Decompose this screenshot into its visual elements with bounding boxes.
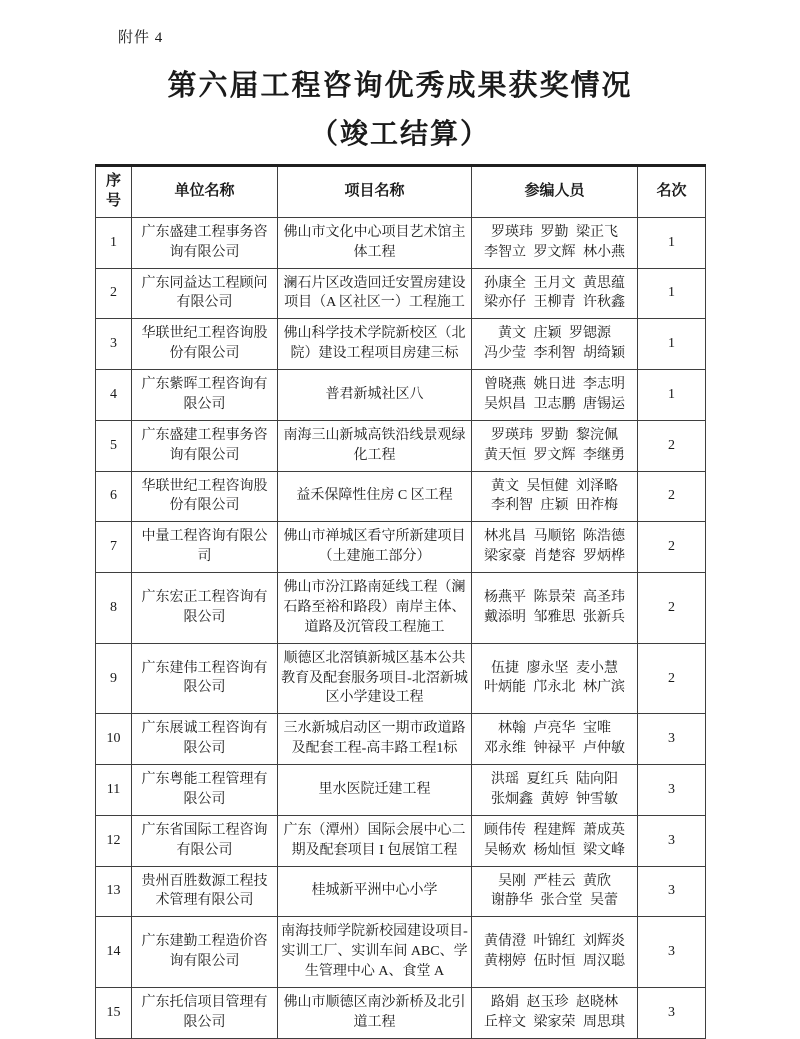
row-number: 8 [96,573,132,644]
participants [472,217,638,268]
row-number: 12 [96,815,132,866]
rank-value: 3 [638,917,706,988]
row-number: 7 [96,522,132,573]
unit-name: 广东托信项目管理有限公司 [132,987,278,1038]
row-number: 15 [96,987,132,1038]
participants-line: 梁亦仔 王柳青 许秋鑫 [484,295,625,311]
unit-name: 广东盛建工程事务咨询有限公司 [132,217,278,268]
rank-value: 1 [638,319,706,370]
row-number: 10 [96,714,132,765]
participants [472,471,638,522]
participants-line: 罗瑛玮 罗勤 黎浣佩 [491,427,618,443]
unit-name: 广东建伟工程咨询有限公司 [132,643,278,714]
project-name: 佛山市禅城区看守所新建项目（土建施工部分） [278,522,472,573]
table-row [96,522,706,573]
project-name: 佛山市汾江路南延线工程（澜石路至裕和路段）南岸主体、道路及沉管段工程施工 [278,573,472,644]
table-row [96,268,706,319]
participants-line: 路娟 赵玉珍 赵晓林 [491,994,618,1010]
rank-value: 3 [638,714,706,765]
project-name: 佛山市文化中心项目艺术馆主体工程 [278,217,472,268]
col-header-no: 序号 [96,166,132,218]
row-number: 6 [96,471,132,522]
participants [472,643,638,714]
row-number: 4 [96,370,132,421]
project-name: 三水新城启动区一期市政道路及配套工程-高丰路工程1标 [278,714,472,765]
row-number: 2 [96,268,132,319]
participants-line: 叶炳能 邝永北 林广滨 [484,680,625,696]
participants-line: 伍捷 廖永坚 麦小慧 [491,660,618,676]
row-number: 1 [96,217,132,268]
project-name: 广东（潭州）国际会展中心二期及配套项目 I 包展馆工程 [278,815,472,866]
participants-line: 吴刚 严桂云 黄欣 [498,873,611,889]
table-row [96,573,706,644]
participants [472,573,638,644]
participants-line: 黄文 吴恒健 刘泽略 [491,478,618,494]
rank-value: 3 [638,866,706,917]
participants [472,319,638,370]
participants [472,370,638,421]
table-row [96,917,706,988]
participants-line: 孙康全 王月文 黄思蕴 [484,275,625,291]
project-name: 佛山科学技术学院新校区（北院）建设工程项目房建三标 [278,319,472,370]
page-title: 第六届工程咨询优秀成果获奖情况 [167,70,633,102]
row-number: 14 [96,917,132,988]
unit-name: 广东宏正工程咨询有限公司 [132,573,278,644]
col-header-rank: 名次 [638,166,706,218]
unit-name: 广东省国际工程咨询有限公司 [132,815,278,866]
table-header-row [96,166,706,218]
participants-line: 洪瑶 夏红兵 陆向阳 [491,772,618,788]
participants-line: 黄文 庄颖 罗锶源 [498,326,611,342]
participants [472,268,638,319]
row-number: 13 [96,866,132,917]
project-name: 顺德区北滘镇新城区基本公共教育及配套服务项目-北滘新城区小学建设工程 [278,643,472,714]
rank-value: 3 [638,815,706,866]
participants-line: 吴炽昌 卫志鹏 唐锡运 [484,396,625,412]
participants-line: 林兆昌 马顺铭 陈浩德 [484,529,625,545]
table-row [96,319,706,370]
rank-value: 2 [638,420,706,471]
project-name: 南海三山新城高铁沿线景观绿化工程 [278,420,472,471]
project-name: 桂城新平洲中心小学 [278,866,472,917]
participants-line: 梁家豪 肖楚容 罗炳桦 [484,549,625,565]
unit-name: 广东同益达工程顾问有限公司 [132,268,278,319]
project-name: 里水医院迁建工程 [278,765,472,816]
participants-line: 丘梓文 梁家荣 周思琪 [484,1014,625,1030]
rank-value: 2 [638,643,706,714]
participants-line: 杨燕平 陈景荣 高圣玮 [484,589,625,605]
unit-name: 广东展诚工程咨询有限公司 [132,714,278,765]
row-number: 3 [96,319,132,370]
row-number: 11 [96,765,132,816]
participants-line: 罗瑛玮 罗勤 梁正飞 [491,224,618,240]
project-name: 澜石片区改造回迁安置房建设项目（A 区社区一）工程施工 [278,268,472,319]
project-name: 佛山市顺德区南沙新桥及北引道工程 [278,987,472,1038]
participants-line: 黄天恒 罗文辉 李继勇 [484,447,625,463]
participants [472,866,638,917]
col-header-participants: 参编人员 [472,166,638,218]
participants-line: 戴添明 邹雅思 张新兵 [484,609,625,625]
col-header-project: 项目名称 [278,166,472,218]
awards-table [95,164,706,1039]
row-number: 5 [96,420,132,471]
col-header-unit: 单位名称 [132,166,278,218]
participants-line: 李利智 庄颖 田祚梅 [491,498,618,514]
unit-name: 广东盛建工程事务咨询有限公司 [132,420,278,471]
table-row [96,866,706,917]
participants [472,420,638,471]
unit-name: 广东建勤工程造价咨询有限公司 [132,917,278,988]
unit-name: 广东粤能工程管理有限公司 [132,765,278,816]
unit-name: 华联世纪工程咨询股份有限公司 [132,319,278,370]
table-row [96,370,706,421]
rank-value: 3 [638,765,706,816]
participants-line: 李智立 罗文辉 林小燕 [484,244,625,260]
project-name: 南海技师学院新校园建设项目-实训工厂、实训车间 ABC、学生管理中心 A、食堂 A [278,917,472,988]
participants [472,815,638,866]
table-row [96,765,706,816]
participants-line: 曾晓燕 姚日进 李志明 [484,377,625,393]
participants-line: 张炯鑫 黄婷 钟雪敏 [491,791,618,807]
participants [472,987,638,1038]
participants-line: 冯少莹 李利智 胡绮颖 [484,346,625,362]
unit-name: 华联世纪工程咨询股份有限公司 [132,471,278,522]
participants-line: 黄倩澄 叶锦红 刘辉炎 [484,934,625,950]
project-name: 普君新城社区八 [278,370,472,421]
table-row [96,815,706,866]
page-subtitle: （竣工结算） [309,119,490,150]
row-number: 9 [96,643,132,714]
participants [472,714,638,765]
rank-value: 1 [638,268,706,319]
table-row [96,471,706,522]
project-name: 益禾保障性住房 C 区工程 [278,471,472,522]
participants [472,765,638,816]
table-row [96,643,706,714]
rank-value: 1 [638,217,706,268]
rank-value: 2 [638,522,706,573]
participants [472,917,638,988]
participants-line: 邓永维 钟禄平 卢仲敏 [484,741,625,757]
rank-value: 1 [638,370,706,421]
participants-line: 吴畅欢 杨灿恒 梁文峰 [484,842,625,858]
unit-name: 广东紫晖工程咨询有限公司 [132,370,278,421]
participants-line: 顾伟传 程建辉 萧成英 [484,822,625,838]
table-row [96,714,706,765]
participants-line: 黄栩婷 伍时恒 周汉聪 [484,954,625,970]
participants [472,522,638,573]
table-row [96,420,706,471]
unit-name: 中量工程咨询有限公司 [132,522,278,573]
participants-line: 谢静华 张合堂 吴蕾 [491,893,618,909]
table-row [96,217,706,268]
rank-value: 2 [638,471,706,522]
participants-line: 林翰 卢亮华 宝唯 [498,721,611,737]
attachment-label: 附件 4 [118,30,164,46]
table-row [96,987,706,1038]
rank-value: 2 [638,573,706,644]
unit-name: 贵州百胜数源工程技术管理有限公司 [132,866,278,917]
rank-value: 3 [638,987,706,1038]
